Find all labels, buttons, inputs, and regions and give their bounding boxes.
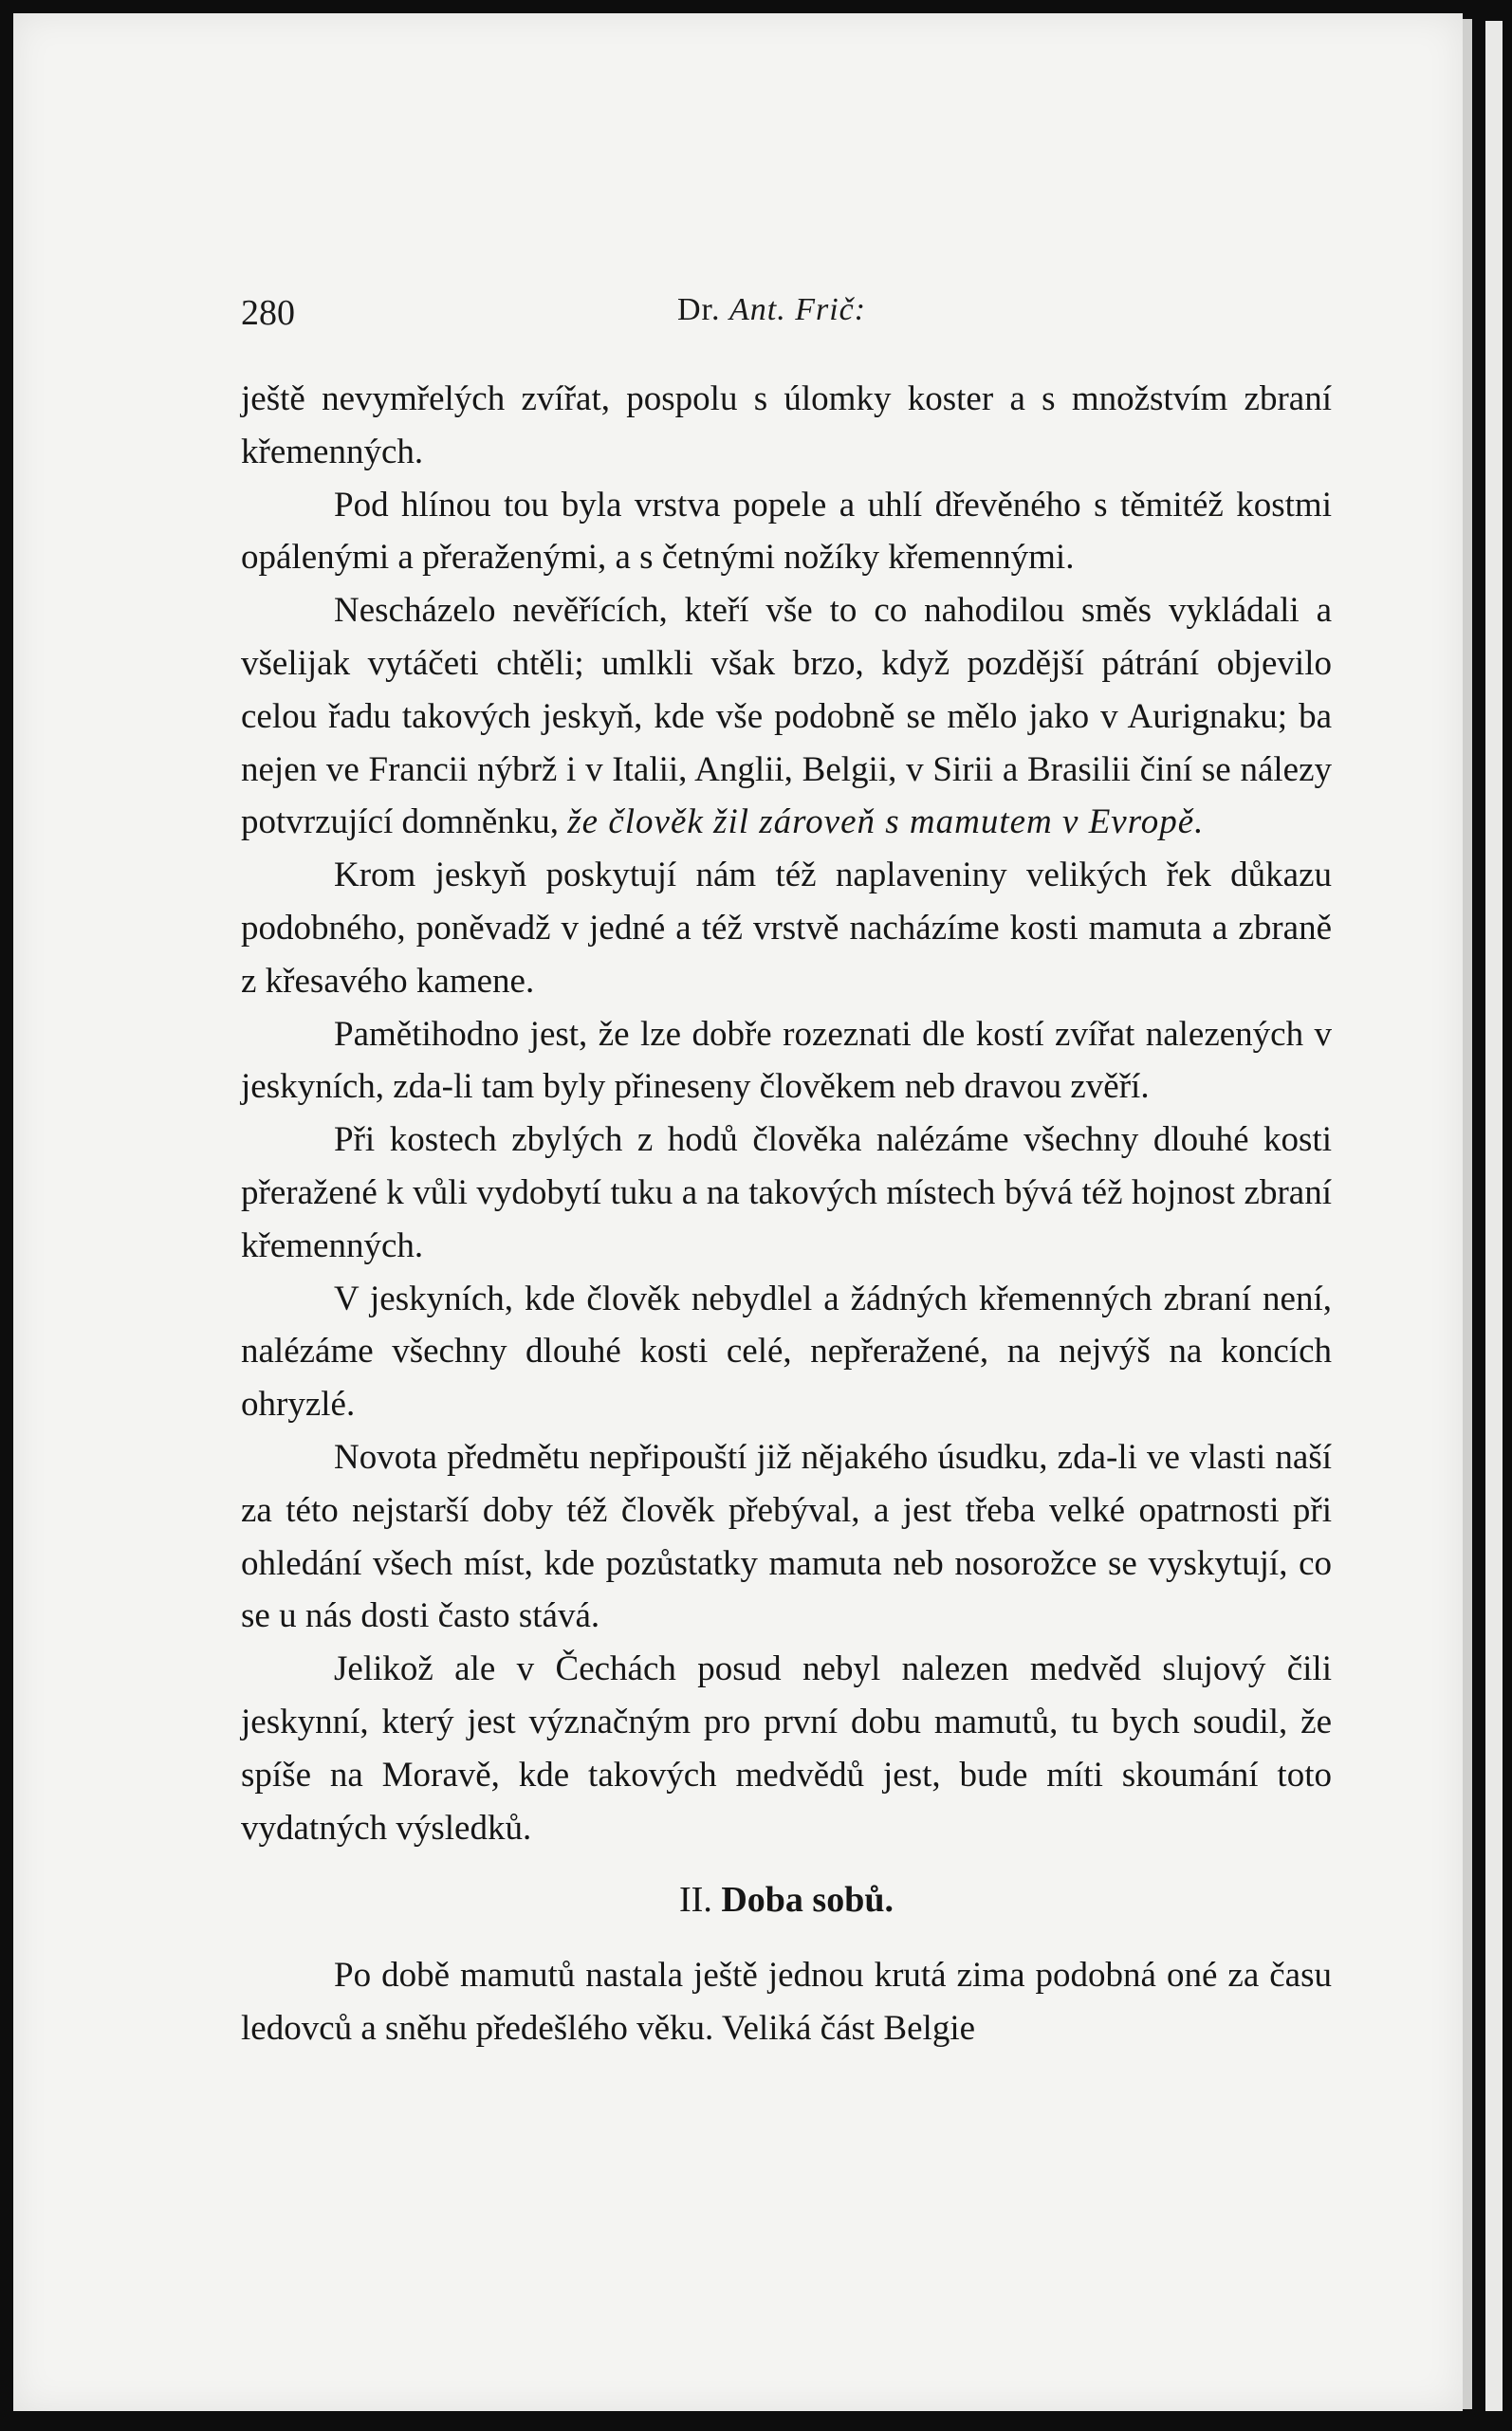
paragraph-7: V jeskyních, kde člověk nebydlel a žádných křemenných zbraní není, nalézáme všechny dlouhé kosti celé, nepřeražené, na nejvýš na koncích ohryzlé. (241, 1279, 1332, 1425)
page-number: 280 (241, 293, 295, 333)
paragraph-3-text: Nescházelo nevěřících, kteří vše to co nahodilou směs vykládali a všelijak vytáčeti chtěli; umlkli však brzo, když pozdější pátrání objevilo celou řadu takových jeskyň, kde vše podobně se mělo jako v Aurignaku; ba nejen ve Francii nýbrž i v Italii, Anglii, Belgii, v Sirii a Brasilii činí se nálezy potvrzující domněnku, (241, 591, 1332, 842)
paragraph-5: Pamětihodno jest, že lze dobře rozeznati dle kostí zvířat nalezených v jeskyních, zda-li tam byly přineseny člověkem neb dravou zvěří. (241, 1014, 1332, 1107)
author-name: Ant. Frič: (729, 292, 867, 327)
paragraph-9: Jelikož ale v Čechách posud nebyl nalezen medvěd slujový čili jeskynní, který jest význačným pro první dobu mamutů, tu bych soudil, že spíše na Moravě, kde takových medvědů jest, bude míti skoumání toto vydatných výsledků. (241, 1649, 1332, 1848)
next-page-edge (1485, 21, 1503, 2411)
section-title: Doba sobů. (721, 1880, 894, 1921)
paragraph-8: Novota předmětu nepřipouští již nějakého úsudku, zda-li ve vlasti naší za této nejstarší doby též člověk přebýval, a jest třeba velké opatrnosti při ohledání všech míst, kde pozůstatky mamuta neb nosorožce se vyskytují, co se u nás dosti často stává. (241, 1437, 1332, 1636)
paragraph-2: Pod hlínou tou byla vrstva popele a uhlí dřevěného s těmitéž kostmi opálenými a přeraženými, a s četnými nožíky křemennými. (241, 485, 1332, 578)
body-text (241, 373, 1332, 2055)
section-number: II. (679, 1880, 712, 1921)
paragraph-3-emphasis: že člověk žil zároveň s mamutem v Evropě. (567, 802, 1205, 842)
paragraph-1: ještě nevymřelých zvířat, pospolu s úlomky koster a s množstvím zbraní křemenných. (241, 379, 1332, 471)
paragraph-6: Při kostech zbylých z hodů člověka nalézáme všechny dlouhé kosti přeražené k vůli vydobytí tuku a na takových místech bývá též hojnost zbraní křemenných. (241, 1120, 1332, 1265)
page-header (241, 285, 1332, 341)
section-heading (241, 1871, 1332, 1928)
running-head (677, 292, 866, 328)
author-prefix: Dr. (677, 292, 721, 327)
page-edge (1463, 19, 1472, 2409)
paragraph-4: Krom jeskyň poskytují nám též naplaveniny velikých řek důkazu podobného, poněvadž v jedné a též vrstvě nacházíme kosti mamuta a zbraně z křesavého kamene. (241, 856, 1332, 1001)
paragraph-3 (241, 584, 1332, 849)
paragraph-10: Po době mamutů nastala ještě jednou krutá zima podobná oné za času ledovců a sněhu předešlého věku. Veliká část Belgie (241, 1956, 1332, 2049)
